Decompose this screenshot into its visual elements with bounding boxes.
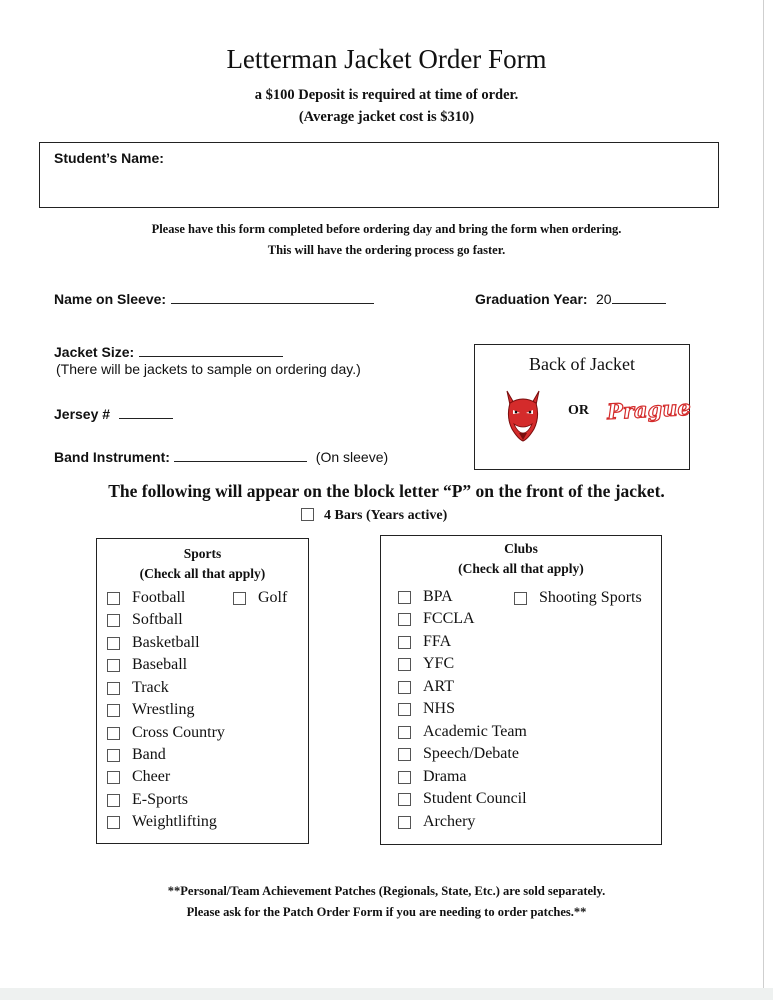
- club-checkbox[interactable]: [398, 703, 411, 716]
- back-of-jacket-title: Back of Jacket: [529, 354, 635, 374]
- club-item: [423, 610, 475, 628]
- band-instrument-note: (On sleeve): [315, 449, 389, 465]
- sport-checkbox[interactable]: [107, 771, 120, 784]
- sport-item: [132, 634, 200, 652]
- bars-option: [301, 508, 447, 524]
- sport-item: [132, 813, 217, 831]
- jacket-size-label: Jacket Size:: [54, 344, 135, 360]
- jersey-label: Jersey #: [54, 406, 111, 422]
- sport-label: Basketball: [132, 634, 200, 651]
- club-label: YFC: [423, 655, 455, 672]
- sport-checkbox[interactable]: [107, 614, 120, 627]
- sport-checkbox[interactable]: [233, 592, 246, 605]
- sport-item: [132, 746, 166, 764]
- club-item: [423, 655, 454, 673]
- devil-mascot-icon: [501, 387, 545, 443]
- graduation-year-line[interactable]: [612, 289, 666, 304]
- club-item: [423, 768, 467, 786]
- patches-note-line-2: Please ask for the Patch Order Form if you are needing to order patches.**: [186, 905, 587, 919]
- patches-note-line-1: **Personal/Team Achievement Patches (Regionals, State, Etc.) are sold separately.: [167, 884, 606, 898]
- club-item: [423, 700, 455, 718]
- sport-label: Wrestling: [132, 701, 195, 718]
- prague-script-logo: Prague: [606, 394, 692, 425]
- sleeve-name-row: [54, 289, 374, 309]
- block-letter-heading: The following will appear on the block letter “P” on the front of the jacket.: [108, 481, 665, 501]
- back-of-jacket-box: [474, 344, 690, 470]
- sport-item: [258, 589, 287, 607]
- sleeve-name-line[interactable]: [171, 289, 374, 304]
- sport-checkbox[interactable]: [107, 816, 120, 829]
- club-checkbox[interactable]: [398, 816, 411, 829]
- deposit-note: a $100 Deposit is required at time of order.: [254, 87, 519, 103]
- club-item: [423, 790, 527, 808]
- jacket-size-row: [54, 342, 283, 362]
- sleeve-name-label: Name on Sleeve:: [54, 291, 167, 307]
- sport-item: [132, 679, 169, 697]
- club-checkbox[interactable]: [398, 793, 411, 806]
- jersey-line[interactable]: [119, 404, 173, 419]
- club-label: Academic Team: [423, 723, 527, 740]
- club-checkbox[interactable]: [398, 681, 411, 694]
- sport-label: Track: [132, 679, 169, 696]
- club-checkbox[interactable]: [398, 748, 411, 761]
- club-label: FFA: [423, 633, 452, 650]
- sports-subtitle: (Check all that apply): [139, 566, 266, 581]
- club-checkbox[interactable]: [398, 771, 411, 784]
- club-item: [423, 678, 454, 696]
- student-name-field[interactable]: [39, 142, 719, 208]
- club-label: ART: [423, 678, 455, 695]
- sport-item: [132, 724, 225, 742]
- club-checkbox[interactable]: [398, 636, 411, 649]
- sport-checkbox[interactable]: [107, 637, 120, 650]
- jersey-row: [54, 404, 173, 424]
- jacket-size-line[interactable]: [139, 342, 283, 357]
- sport-checkbox[interactable]: [107, 659, 120, 672]
- sport-label: Cheer: [132, 768, 171, 785]
- sport-checkbox[interactable]: [107, 592, 120, 605]
- club-label: Student Council: [423, 790, 527, 807]
- sport-label: Football: [132, 589, 186, 606]
- club-item: [539, 589, 642, 607]
- club-item: [423, 633, 451, 651]
- instructions-line-2: This will have the ordering process go faster.: [267, 243, 506, 257]
- sport-checkbox[interactable]: [107, 727, 120, 740]
- club-label: Shooting Sports: [539, 589, 642, 606]
- sport-label: Golf: [258, 589, 288, 606]
- sport-item: [132, 791, 188, 809]
- sport-checkbox[interactable]: [107, 682, 120, 695]
- club-label: NHS: [423, 700, 456, 717]
- sport-label: Band: [132, 746, 166, 763]
- sport-label: Weightlifting: [132, 813, 217, 830]
- club-label: FCCLA: [423, 610, 475, 627]
- instructions-line-1: Please have this form completed before ordering day and bring the form when ordering.: [151, 222, 622, 236]
- sport-label: Baseball: [132, 656, 188, 673]
- graduation-year-label: Graduation Year:: [475, 291, 588, 307]
- club-label: BPA: [423, 588, 453, 605]
- club-checkbox[interactable]: [398, 658, 411, 671]
- club-checkbox[interactable]: [514, 592, 527, 605]
- band-instrument-label: Band Instrument:: [54, 449, 170, 465]
- club-item: [423, 723, 527, 741]
- band-instrument-line[interactable]: [174, 447, 307, 462]
- sports-box: [96, 538, 309, 844]
- sport-label: E-Sports: [132, 791, 188, 808]
- student-name-label: Student’s Name:: [54, 150, 164, 166]
- sport-item: [132, 656, 187, 674]
- club-label: Drama: [423, 768, 467, 785]
- club-item: [423, 588, 453, 606]
- jacket-size-note: (There will be jackets to sample on ordering day.): [56, 361, 361, 377]
- sport-label: Cross Country: [132, 724, 225, 741]
- or-label: OR: [568, 403, 589, 418]
- sport-label: Softball: [132, 611, 183, 628]
- sport-item: [132, 701, 194, 719]
- club-item: [423, 813, 475, 831]
- club-label: Speech/Debate: [423, 745, 519, 762]
- sports-title: Sports: [183, 546, 222, 561]
- club-checkbox[interactable]: [398, 613, 411, 626]
- form-title: Letterman Jacket Order Form: [226, 44, 547, 74]
- bars-label: 4 Bars (Years active): [324, 508, 448, 523]
- sport-item: [132, 768, 170, 786]
- sport-item: [132, 589, 185, 607]
- band-instrument-row: [54, 447, 388, 467]
- graduation-year-prefix: 20: [596, 291, 612, 307]
- average-cost-note: (Average jacket cost is $310): [298, 109, 475, 125]
- graduation-year-row: [475, 289, 666, 309]
- bars-checkbox[interactable]: [301, 508, 314, 521]
- club-label: Archery: [423, 813, 476, 830]
- sport-item: [132, 611, 183, 629]
- scan-edge-right: [763, 0, 764, 1000]
- clubs-subtitle: (Check all that apply): [458, 561, 584, 576]
- club-item: [423, 745, 519, 763]
- club-checkbox[interactable]: [398, 726, 411, 739]
- club-checkbox[interactable]: [398, 591, 411, 604]
- sport-checkbox[interactable]: [107, 704, 120, 717]
- clubs-title: Clubs: [504, 541, 538, 556]
- clubs-box: [380, 535, 662, 845]
- sport-checkbox[interactable]: [107, 794, 120, 807]
- sport-checkbox[interactable]: [107, 749, 120, 762]
- scan-edge-bottom: [0, 988, 773, 1000]
